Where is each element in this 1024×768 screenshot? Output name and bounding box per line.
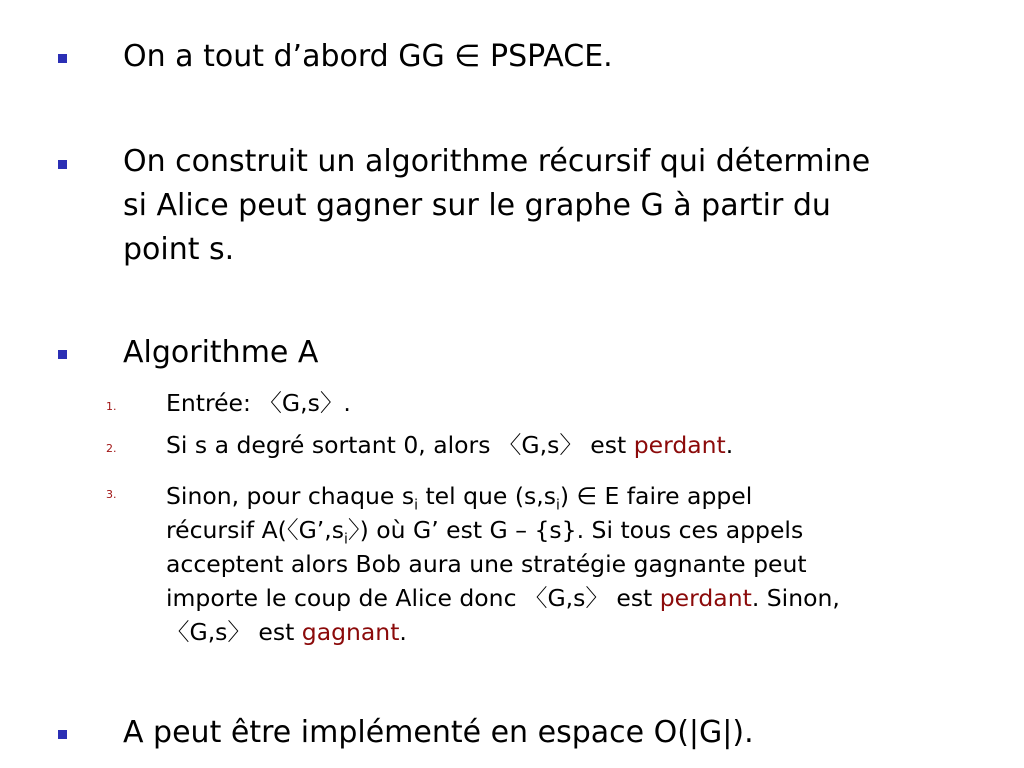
step-3-line-5: 〈G,s〉 est gagnant.: [166, 618, 407, 646]
perdant-term: perdant: [633, 431, 726, 459]
step-3-line-4: importe le coup de Alice donc 〈G,s〉 est perdant. Sinon,: [166, 584, 840, 612]
step-number: 2.: [106, 442, 117, 455]
bullet-2-line-1: On construit un algorithme récursif qui détermine: [123, 144, 871, 179]
step-number: 1.: [106, 400, 117, 413]
step-1-text: Entrée: 〈G,s〉.: [166, 389, 351, 417]
square-bullet-icon: [58, 54, 67, 63]
perdant-term: perdant: [659, 584, 752, 612]
step-3-line-1: Sinon, pour chaque $s_i$ tel que $(s,s_i)$ ∈ E faire appel: [166, 482, 753, 514]
bullet-2-line-3: point s.: [123, 232, 235, 267]
square-bullet-icon: [58, 350, 67, 359]
bullet-1-text: On a tout d’abord GG ∈ PSPACE.: [123, 39, 613, 74]
bullet-2-line-2: si Alice peut gagner sur le graphe G à partir du: [123, 188, 831, 223]
bullet-2-text: [123, 140, 1003, 272]
step-3-line-2: récursif A(〈$G’,s_i$〉) où G’ est G – {s}. Si tous ces appels: [166, 516, 804, 548]
square-bullet-icon: [58, 160, 67, 169]
square-bullet-icon: [58, 730, 67, 739]
bullet-4-text: A peut être implémenté en espace O(|G|).: [123, 715, 754, 750]
step-3-line-3: acceptent alors Bob aura une stratégie gagnante peut: [166, 550, 807, 578]
bullet-3-text: Algorithme A: [123, 335, 319, 370]
step-2-text: Si s a degré sortant 0, alors 〈G,s〉 est perdant.: [166, 431, 734, 459]
step-number: 3.: [106, 488, 117, 501]
step-3-text: [166, 478, 1006, 650]
gagnant-term: gagnant: [301, 618, 400, 646]
